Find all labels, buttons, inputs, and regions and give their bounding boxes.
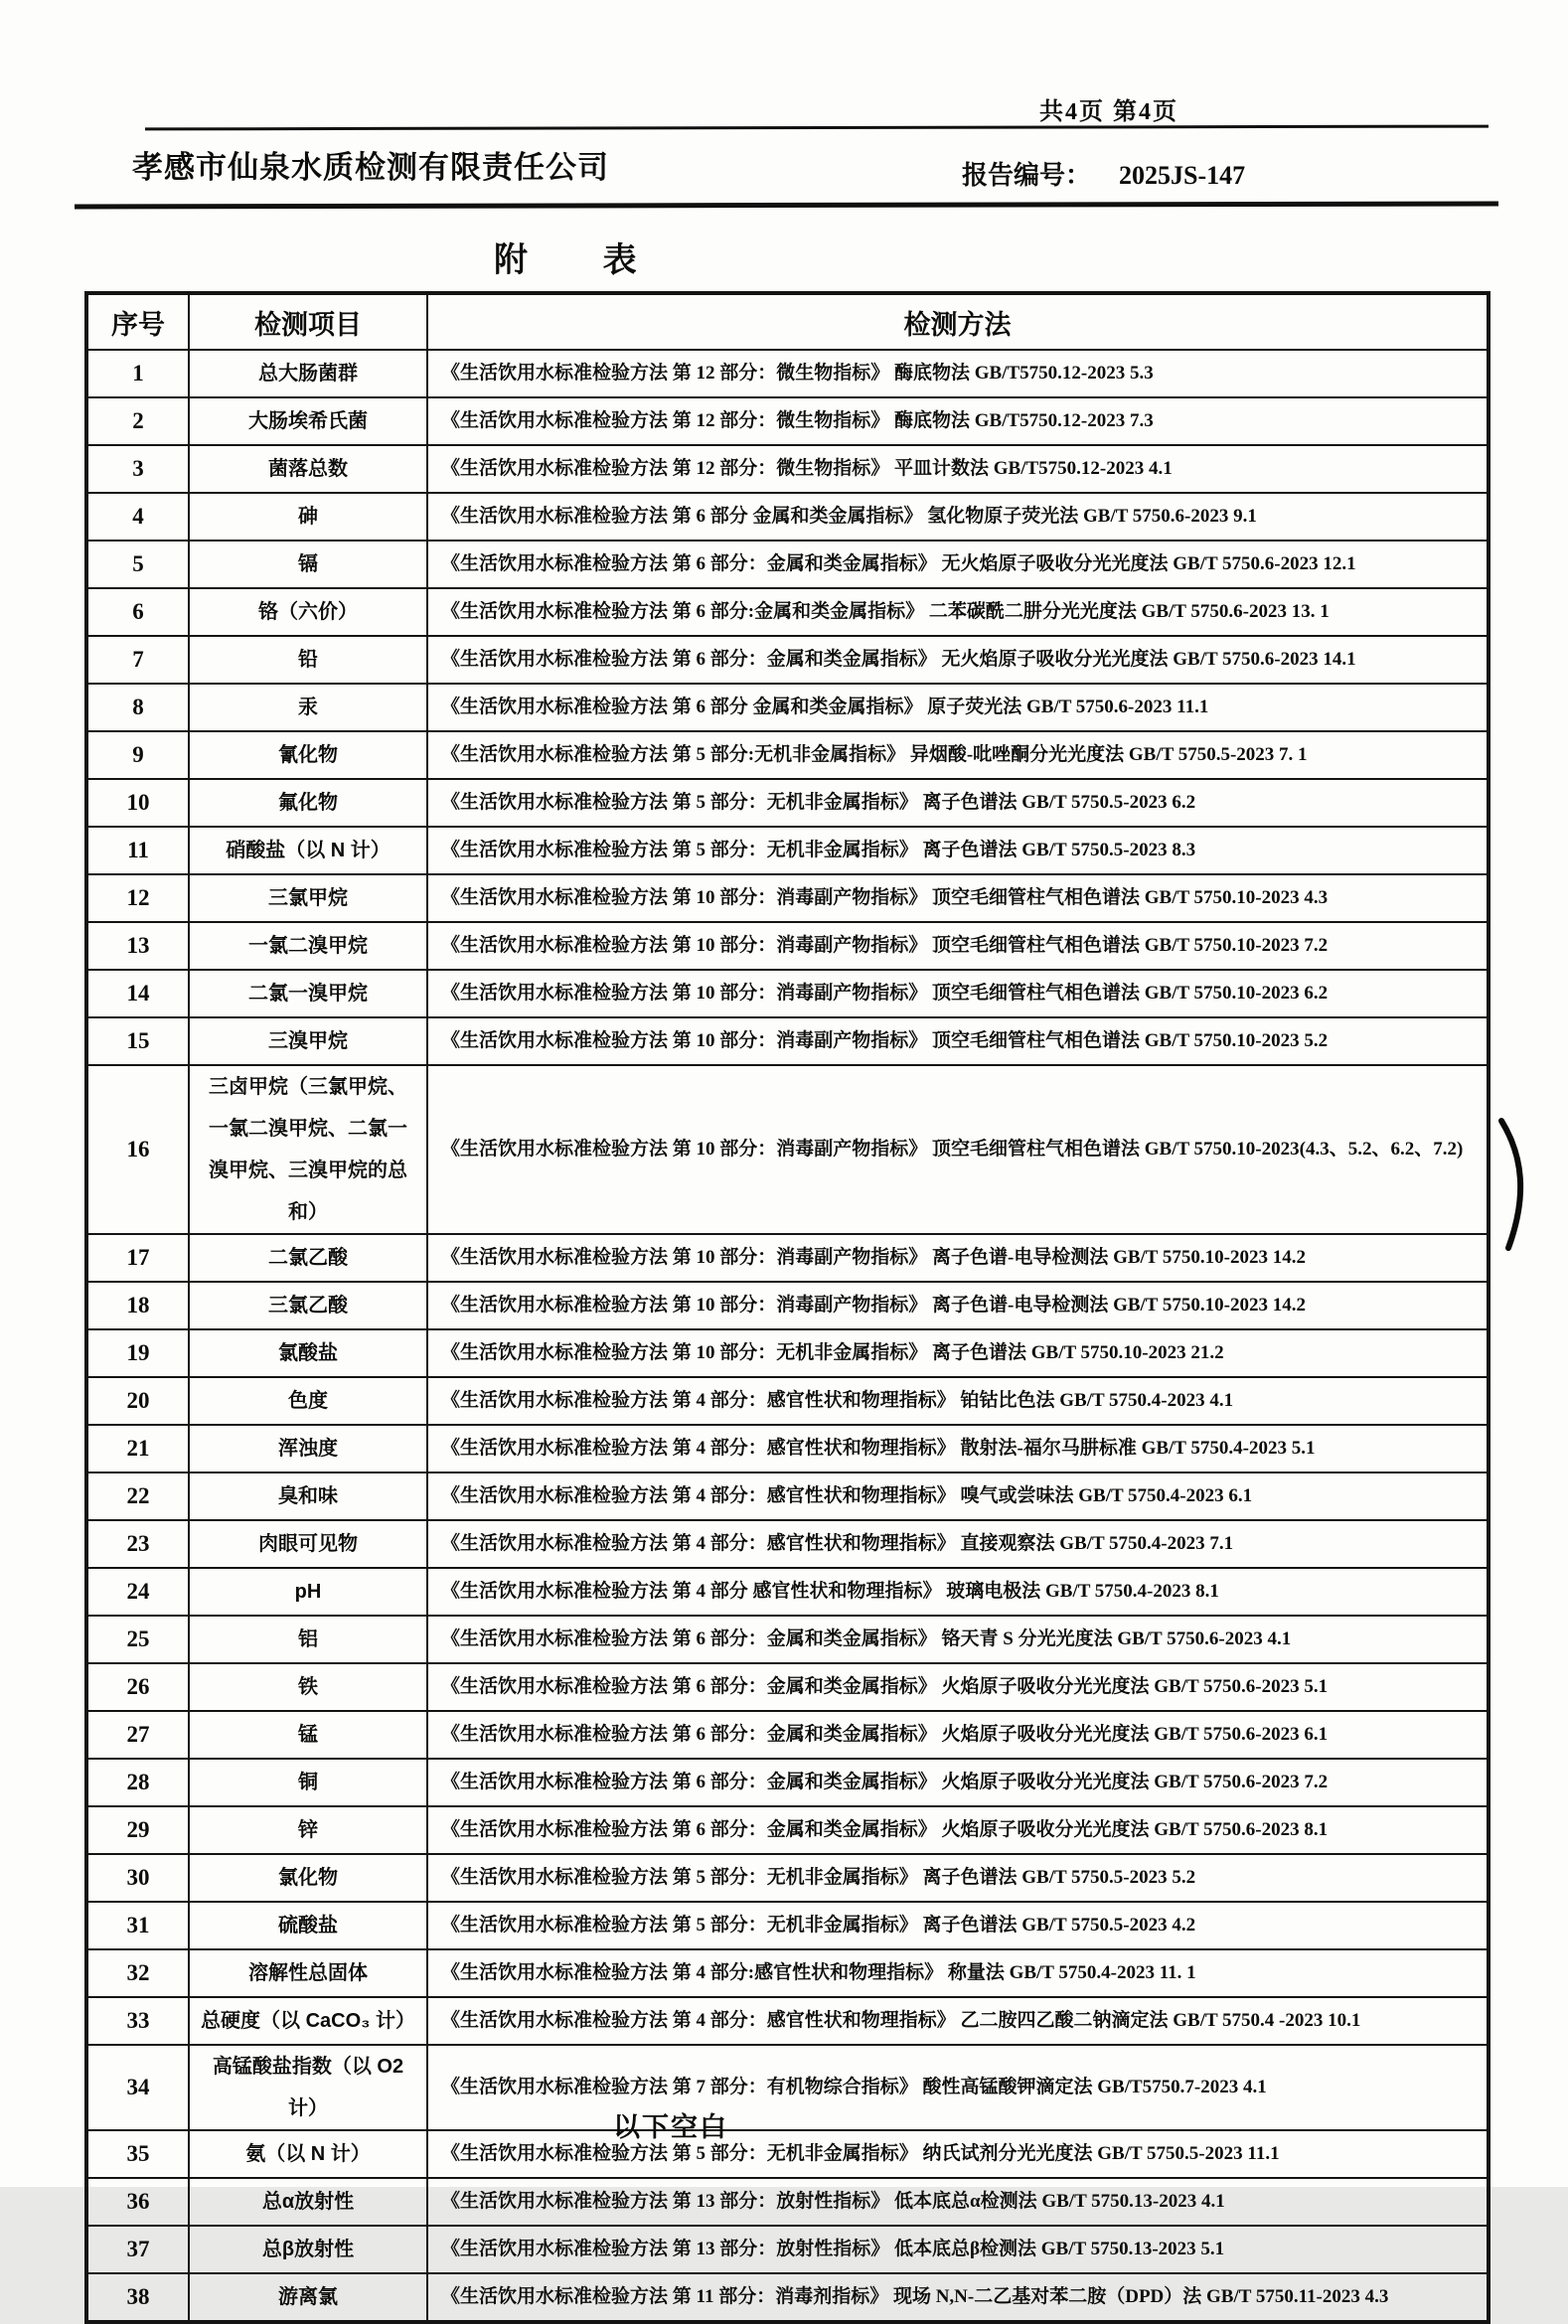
row-35-method: 《生活饮用水标准检验方法 第 5 部分：无机非金属指标》 纳氏试剂分光光度法 GB/T 5750.5-2023 11.1 [427, 2130, 1489, 2178]
row-1-item: 总大肠菌群 [189, 350, 427, 397]
row-21-method: 《生活饮用水标准检验方法 第 4 部分：感官性状和物理指标》 散射法-福尔马肼标准 GB/T 5750.4-2023 5.1 [427, 1425, 1489, 1472]
row-22-method: 《生活饮用水标准检验方法 第 4 部分：感官性状和物理指标》 嗅气或尝味法 GB/T 5750.4-2023 6.1 [427, 1472, 1489, 1520]
table-row [86, 2178, 1489, 2226]
table-row [86, 1472, 1489, 1520]
row-11-item: 硝酸盐（以 N 计） [189, 827, 427, 874]
row-34-method: 《生活饮用水标准检验方法 第 7 部分：有机物综合指标》 酸性高锰酸钾滴定法 GB/T5750.7-2023 4.1 [427, 2045, 1489, 2130]
row-8-item: 汞 [189, 684, 427, 731]
row-38-item: 游离氯 [189, 2273, 427, 2322]
row-8-method: 《生活饮用水标准检验方法 第 6 部分 金属和类金属指标》 原子荧光法 GB/T 5750.6-2023 11.1 [427, 684, 1489, 731]
row-9-no: 9 [86, 731, 189, 779]
row-25-no: 25 [86, 1616, 189, 1663]
table-row [86, 1065, 1489, 1234]
row-9-method: 《生活饮用水标准检验方法 第 5 部分:无机非金属指标》 异烟酸-吡唑酮分光光度法 GB/T 5750.5-2023 7. 1 [427, 731, 1489, 779]
row-9-item: 氰化物 [189, 731, 427, 779]
row-26-method: 《生活饮用水标准检验方法 第 6 部分：金属和类金属指标》 火焰原子吸收分光光度法 GB/T 5750.6-2023 5.1 [427, 1663, 1489, 1711]
row-3-no: 3 [86, 445, 189, 493]
table-row [86, 970, 1489, 1017]
row-27-item: 锰 [189, 1711, 427, 1759]
row-20-no: 20 [86, 1377, 189, 1425]
row-17-no: 17 [86, 1234, 189, 1282]
top-rule [145, 125, 1489, 131]
row-29-item: 锌 [189, 1806, 427, 1854]
row-6-no: 6 [86, 588, 189, 636]
table-row [86, 1902, 1489, 1949]
row-5-method: 《生活饮用水标准检验方法 第 6 部分：金属和类金属指标》 无火焰原子吸收分光光度法 GB/T 5750.6-2023 12.1 [427, 541, 1489, 588]
row-21-no: 21 [86, 1425, 189, 1472]
row-19-method: 《生活饮用水标准检验方法 第 10 部分：无机非金属指标》 离子色谱法 GB/T 5750.10-2023 21.2 [427, 1329, 1489, 1377]
row-29-method: 《生活饮用水标准检验方法 第 6 部分：金属和类金属指标》 火焰原子吸收分光光度法 GB/T 5750.6-2023 8.1 [427, 1806, 1489, 1854]
row-10-no: 10 [86, 779, 189, 827]
row-16-item: 三卤甲烷（三氯甲烷、一氯二溴甲烷、二氯一溴甲烷、三溴甲烷的总和） [189, 1065, 427, 1234]
table-row [86, 1759, 1489, 1806]
row-6-method: 《生活饮用水标准检验方法 第 6 部分:金属和类金属指标》 二苯碳酰二肼分光光度法 GB/T 5750.6-2023 13. 1 [427, 588, 1489, 636]
row-32-method: 《生活饮用水标准检验方法 第 4 部分:感官性状和物理指标》 称量法 GB/T 5750.4-2023 11. 1 [427, 1949, 1489, 1997]
row-33-no: 33 [86, 1997, 189, 2045]
table-row [86, 1806, 1489, 1854]
row-14-item: 二氯一溴甲烷 [189, 970, 427, 1017]
row-36-no: 36 [86, 2178, 189, 2226]
row-13-method: 《生活饮用水标准检验方法 第 10 部分：消毒副产物指标》 顶空毛细管柱气相色谱法 GB/T 5750.10-2023 7.2 [427, 922, 1489, 970]
company-name: 孝感市仙泉水质检测有限责任公司 [132, 150, 609, 185]
table-row [86, 1329, 1489, 1377]
table-row [86, 1017, 1489, 1065]
row-28-method: 《生活饮用水标准检验方法 第 6 部分：金属和类金属指标》 火焰原子吸收分光光度法 GB/T 5750.6-2023 7.2 [427, 1759, 1489, 1806]
row-32-no: 32 [86, 1949, 189, 1997]
row-20-method: 《生活饮用水标准检验方法 第 4 部分：感官性状和物理指标》 铂钴比色法 GB/T 5750.4-2023 4.1 [427, 1377, 1489, 1425]
row-15-no: 15 [86, 1017, 189, 1065]
row-34-item: 高锰酸盐指数（以 O2 计） [189, 2045, 427, 2130]
table-row [86, 397, 1489, 445]
row-31-no: 31 [86, 1902, 189, 1949]
row-25-method: 《生活饮用水标准检验方法 第 6 部分：金属和类金属指标》 铬天青 S 分光光度法 GB/T 5750.6-2023 4.1 [427, 1616, 1489, 1663]
header-cell-method: 检测方法 [427, 293, 1489, 350]
row-18-no: 18 [86, 1282, 189, 1329]
row-33-item: 总硬度（以 CaCO₃ 计） [189, 1997, 427, 2045]
row-19-no: 19 [86, 1329, 189, 1377]
table-row [86, 2045, 1489, 2130]
table-row [86, 445, 1489, 493]
report-number-value: 2025JS-147 [1119, 161, 1246, 190]
row-1-method: 《生活饮用水标准检验方法 第 12 部分：微生物指标》 酶底物法 GB/T5750.12-2023 5.3 [427, 350, 1489, 397]
table-row [86, 1377, 1489, 1425]
row-3-item: 菌落总数 [189, 445, 427, 493]
row-15-item: 三溴甲烷 [189, 1017, 427, 1065]
row-26-no: 26 [86, 1663, 189, 1711]
row-8-no: 8 [86, 684, 189, 731]
table-row [86, 2226, 1489, 2273]
table-row [86, 2273, 1489, 2322]
row-27-method: 《生活饮用水标准检验方法 第 6 部分：金属和类金属指标》 火焰原子吸收分光光度法 GB/T 5750.6-2023 6.1 [427, 1711, 1489, 1759]
row-28-no: 28 [86, 1759, 189, 1806]
table-body [86, 350, 1489, 2322]
row-37-no: 37 [86, 2226, 189, 2273]
row-12-no: 12 [86, 874, 189, 922]
table-row [86, 922, 1489, 970]
row-30-item: 氯化物 [189, 1854, 427, 1902]
row-6-item: 铬（六价） [189, 588, 427, 636]
row-38-method: 《生活饮用水标准检验方法 第 11 部分：消毒剂指标》 现场 N,N-二乙基对苯二胺（DPD）法 GB/T 5750.11-2023 4.3 [427, 2273, 1489, 2322]
row-10-item: 氟化物 [189, 779, 427, 827]
header-rule [75, 201, 1498, 209]
row-37-method: 《生活饮用水标准检验方法 第 13 部分：放射性指标》 低本底总β检测法 GB/T 5750.13-2023 5.1 [427, 2226, 1489, 2273]
table-row [86, 779, 1489, 827]
row-12-item: 三氯甲烷 [189, 874, 427, 922]
row-18-method: 《生活饮用水标准检验方法 第 10 部分：消毒副产物指标》 离子色谱-电导检测法 GB/T 5750.10-2023 14.2 [427, 1282, 1489, 1329]
report-number [962, 155, 1245, 192]
appendix-title: 附 表 [494, 241, 637, 279]
footer-note: 以下空白 [613, 2112, 728, 2142]
row-23-no: 23 [86, 1520, 189, 1568]
row-11-method: 《生活饮用水标准检验方法 第 5 部分：无机非金属指标》 离子色谱法 GB/T 5750.5-2023 8.3 [427, 827, 1489, 874]
row-24-no: 24 [86, 1568, 189, 1616]
row-17-method: 《生活饮用水标准检验方法 第 10 部分：消毒副产物指标》 离子色谱-电导检测法 GB/T 5750.10-2023 14.2 [427, 1234, 1489, 1282]
table-row [86, 588, 1489, 636]
row-36-item: 总α放射性 [189, 2178, 427, 2226]
row-4-no: 4 [86, 493, 189, 541]
table-header-row [86, 293, 1489, 350]
row-21-item: 浑浊度 [189, 1425, 427, 1472]
table-row [86, 350, 1489, 397]
table-row [86, 1568, 1489, 1616]
table-row [86, 684, 1489, 731]
row-32-item: 溶解性总固体 [189, 1949, 427, 1997]
header-cell-no: 序号 [86, 293, 189, 350]
row-2-item: 大肠埃希氏菌 [189, 397, 427, 445]
row-30-no: 30 [86, 1854, 189, 1902]
row-29-no: 29 [86, 1806, 189, 1854]
table-row [86, 493, 1489, 541]
table-row [86, 1997, 1489, 2045]
table-row [86, 1282, 1489, 1329]
row-7-no: 7 [86, 636, 189, 684]
table-row [86, 1234, 1489, 1282]
table-row [86, 874, 1489, 922]
row-16-method: 《生活饮用水标准检验方法 第 10 部分：消毒副产物指标》 顶空毛细管柱气相色谱法 GB/T 5750.10-2023(4.3、5.2、6.2、7.2) [427, 1065, 1489, 1234]
methods-table [84, 291, 1490, 2324]
table-row [86, 1949, 1489, 1997]
row-3-method: 《生活饮用水标准检验方法 第 12 部分：微生物指标》 平皿计数法 GB/T5750.12-2023 4.1 [427, 445, 1489, 493]
row-28-item: 铜 [189, 1759, 427, 1806]
table-row [86, 1854, 1489, 1902]
row-17-item: 二氯乙酸 [189, 1234, 427, 1282]
row-7-item: 铅 [189, 636, 427, 684]
row-15-method: 《生活饮用水标准检验方法 第 10 部分：消毒副产物指标》 顶空毛细管柱气相色谱法 GB/T 5750.10-2023 5.2 [427, 1017, 1489, 1065]
row-4-method: 《生活饮用水标准检验方法 第 6 部分 金属和类金属指标》 氢化物原子荧光法 GB/T 5750.6-2023 9.1 [427, 493, 1489, 541]
row-38-no: 38 [86, 2273, 189, 2322]
table-row [86, 636, 1489, 684]
row-5-no: 5 [86, 541, 189, 588]
row-27-no: 27 [86, 1711, 189, 1759]
table-row [86, 1425, 1489, 1472]
row-31-method: 《生活饮用水标准检验方法 第 5 部分：无机非金属指标》 离子色谱法 GB/T 5750.5-2023 4.2 [427, 1902, 1489, 1949]
row-23-item: 肉眼可见物 [189, 1520, 427, 1568]
row-12-method: 《生活饮用水标准检验方法 第 10 部分：消毒副产物指标》 顶空毛细管柱气相色谱法 GB/T 5750.10-2023 4.3 [427, 874, 1489, 922]
row-35-item: 氨（以 N 计） [189, 2130, 427, 2178]
row-34-no: 34 [86, 2045, 189, 2130]
row-22-no: 22 [86, 1472, 189, 1520]
row-2-method: 《生活饮用水标准检验方法 第 12 部分：微生物指标》 酶底物法 GB/T5750.12-2023 7.3 [427, 397, 1489, 445]
row-19-item: 氯酸盐 [189, 1329, 427, 1377]
row-25-item: 铝 [189, 1616, 427, 1663]
row-18-item: 三氯乙酸 [189, 1282, 427, 1329]
table-row [86, 541, 1489, 588]
row-35-no: 35 [86, 2130, 189, 2178]
row-2-no: 2 [86, 397, 189, 445]
row-14-no: 14 [86, 970, 189, 1017]
row-1-no: 1 [86, 350, 189, 397]
row-13-no: 13 [86, 922, 189, 970]
row-33-method: 《生活饮用水标准检验方法 第 4 部分：感官性状和物理指标》 乙二胺四乙酸二钠滴定法 GB/T 5750.4 -2023 10.1 [427, 1997, 1489, 2045]
row-31-item: 硫酸盐 [189, 1902, 427, 1949]
table-row [86, 1663, 1489, 1711]
table-row [86, 827, 1489, 874]
row-24-item: pH [189, 1568, 427, 1616]
row-4-item: 砷 [189, 493, 427, 541]
row-23-method: 《生活饮用水标准检验方法 第 4 部分：感官性状和物理指标》 直接观察法 GB/T 5750.4-2023 7.1 [427, 1520, 1489, 1568]
row-11-no: 11 [86, 827, 189, 874]
row-7-method: 《生活饮用水标准检验方法 第 6 部分：金属和类金属指标》 无火焰原子吸收分光光度法 GB/T 5750.6-2023 14.1 [427, 636, 1489, 684]
row-24-method: 《生活饮用水标准检验方法 第 4 部分 感官性状和物理指标》 玻璃电极法 GB/T 5750.4-2023 8.1 [427, 1568, 1489, 1616]
scan-mark-artifact [1495, 1115, 1543, 1254]
row-20-item: 色度 [189, 1377, 427, 1425]
page-number: 共4页 第4页 [1039, 99, 1178, 125]
table-row [86, 2130, 1489, 2178]
table-row [86, 1520, 1489, 1568]
row-5-item: 镉 [189, 541, 427, 588]
table-row [86, 1616, 1489, 1663]
row-26-item: 铁 [189, 1663, 427, 1711]
row-30-method: 《生活饮用水标准检验方法 第 5 部分：无机非金属指标》 离子色谱法 GB/T 5750.5-2023 5.2 [427, 1854, 1489, 1902]
report-number-label: 报告编号： [962, 161, 1092, 190]
row-16-no: 16 [86, 1065, 189, 1234]
row-14-method: 《生活饮用水标准检验方法 第 10 部分：消毒副产物指标》 顶空毛细管柱气相色谱法 GB/T 5750.10-2023 6.2 [427, 970, 1489, 1017]
row-13-item: 一氯二溴甲烷 [189, 922, 427, 970]
row-37-item: 总β放射性 [189, 2226, 427, 2273]
row-10-method: 《生活饮用水标准检验方法 第 5 部分：无机非金属指标》 离子色谱法 GB/T 5750.5-2023 6.2 [427, 779, 1489, 827]
header-cell-item: 检测项目 [189, 293, 427, 350]
table-row [86, 1711, 1489, 1759]
row-36-method: 《生活饮用水标准检验方法 第 13 部分：放射性指标》 低本底总α检测法 GB/T 5750.13-2023 4.1 [427, 2178, 1489, 2226]
row-22-item: 臭和味 [189, 1472, 427, 1520]
table-row [86, 731, 1489, 779]
